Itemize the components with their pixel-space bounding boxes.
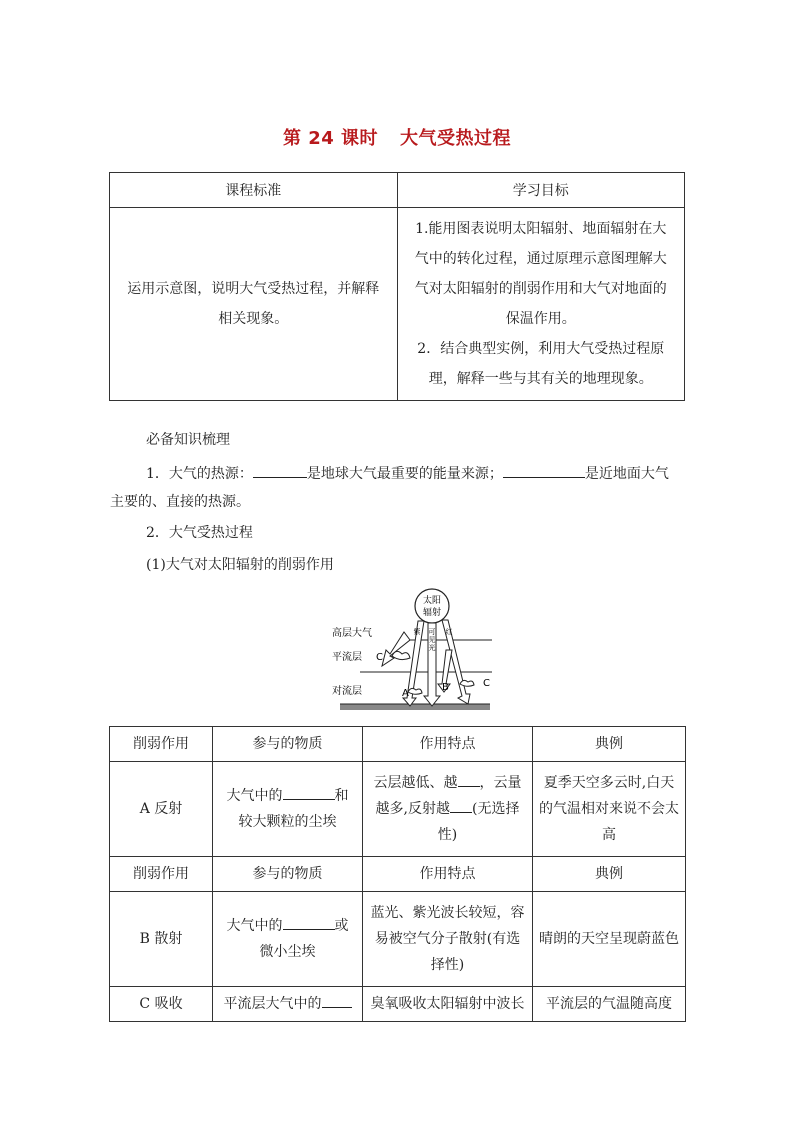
title-lesson-number: 第 24 课时 bbox=[282, 128, 379, 149]
header-effect: 削弱作用 bbox=[110, 857, 213, 892]
example-cell: 平流层的气温随高度 bbox=[533, 987, 686, 1022]
header-effect: 削弱作用 bbox=[110, 727, 213, 762]
label-c-left: C bbox=[376, 652, 383, 663]
layer-label-upper: 高层大气 bbox=[332, 628, 372, 639]
effect-name: C 吸收 bbox=[110, 987, 213, 1022]
atmosphere-heating-diagram bbox=[328, 588, 494, 716]
beam-label-violet: 紫 bbox=[413, 628, 421, 636]
layer-label-troposphere: 对流层 bbox=[332, 686, 362, 697]
matter-cell: 平流层大气中的 bbox=[213, 987, 363, 1022]
matter-cell: 大气中的 或 微小尘埃 bbox=[213, 892, 363, 987]
header-matter: 参与的物质 bbox=[213, 857, 363, 892]
weakening-table bbox=[109, 726, 686, 1022]
header-matter: 参与的物质 bbox=[213, 727, 363, 762]
ground-surface bbox=[340, 704, 490, 710]
fill-blank[interactable] bbox=[283, 914, 335, 930]
header-feature: 作用特点 bbox=[363, 857, 533, 892]
page-title bbox=[0, 124, 794, 150]
title-topic: 大气受热过程 bbox=[400, 128, 512, 149]
radiation-arrows bbox=[382, 620, 470, 706]
header-example: 典例 bbox=[533, 727, 686, 762]
fill-blank[interactable] bbox=[458, 771, 480, 787]
fill-blank[interactable] bbox=[450, 797, 472, 813]
table-row bbox=[110, 892, 686, 987]
dust-icon bbox=[460, 680, 474, 686]
learning-goal-1: 1.能用图表说明太阳辐射、地面辐射在大气中的转化过程，通过原理示意图理解大气对太阳辐射的削弱作用和大气对地面的保温作用。 bbox=[414, 221, 667, 327]
label-a: A bbox=[402, 688, 409, 699]
feature-cell: 臭氧吸收太阳辐射中波长 bbox=[363, 987, 533, 1022]
label-b: B bbox=[442, 682, 449, 693]
effect-name: A 反射 bbox=[110, 762, 213, 857]
feature-cell: 蓝光、紫光波长较短，容易被空气分子散射(有选择性) bbox=[363, 892, 533, 987]
example-cell: 夏季天空多云时,白天的气温相对来说不会太高 bbox=[533, 762, 686, 857]
example-cell: 晴朗的天空呈现蔚蓝色 bbox=[533, 892, 686, 987]
header-feature: 作用特点 bbox=[363, 727, 533, 762]
layer-label-stratosphere: 平流层 bbox=[332, 652, 362, 663]
fill-blank[interactable] bbox=[322, 992, 352, 1008]
beam-label-visible-2: 见 bbox=[428, 636, 436, 644]
learning-goal-2: 2．结合典型实例，利用大气受热过程原理，解释一些与其有关的地理现象。 bbox=[417, 341, 665, 387]
beam-label-visible-3: 光 bbox=[428, 644, 436, 652]
dust-icon bbox=[408, 688, 422, 694]
item-2-heading: 2．大气受热过程 bbox=[146, 525, 253, 541]
table-row bbox=[110, 762, 686, 857]
item-1-line: 1．大气的热源： 是地球大气最重要的能量来源； 是近地面大气 bbox=[146, 462, 686, 485]
section-heading: 必备知识梳理 bbox=[146, 432, 230, 448]
standards-table bbox=[109, 172, 685, 401]
matter-cell: 大气中的 和 较大颗粒的尘埃 bbox=[213, 762, 363, 857]
item-1-continued: 主要的、直接的热源。 bbox=[110, 494, 250, 510]
item-2-1-heading: (1)大气对太阳辐射的削弱作用 bbox=[146, 557, 334, 573]
feature-cell: 云层越低、越 ，云量 越多,反射越 (无选择 性) bbox=[363, 762, 533, 857]
header-example: 典例 bbox=[533, 857, 686, 892]
effect-name: B 散射 bbox=[110, 892, 213, 987]
fill-blank[interactable] bbox=[253, 462, 307, 478]
learning-goals-cell bbox=[397, 208, 685, 401]
beam-label-visible-1: 可 bbox=[428, 628, 436, 636]
course-standard-text: 运用示意图，说明大气受热过程，并解释相关现象。 bbox=[110, 208, 398, 401]
header-learning-goals: 学习目标 bbox=[397, 173, 685, 208]
fill-blank[interactable] bbox=[283, 784, 335, 800]
label-c-right: C bbox=[483, 678, 490, 689]
cloud-icon bbox=[392, 651, 410, 659]
fill-blank[interactable] bbox=[503, 462, 585, 478]
table-row bbox=[110, 987, 686, 1022]
beam-label-red: 红 bbox=[445, 628, 453, 636]
header-course-standard: 课程标准 bbox=[110, 173, 398, 208]
sun-label-2: 辐射 bbox=[422, 608, 442, 618]
sun-label-1: 太阳 bbox=[422, 596, 442, 606]
